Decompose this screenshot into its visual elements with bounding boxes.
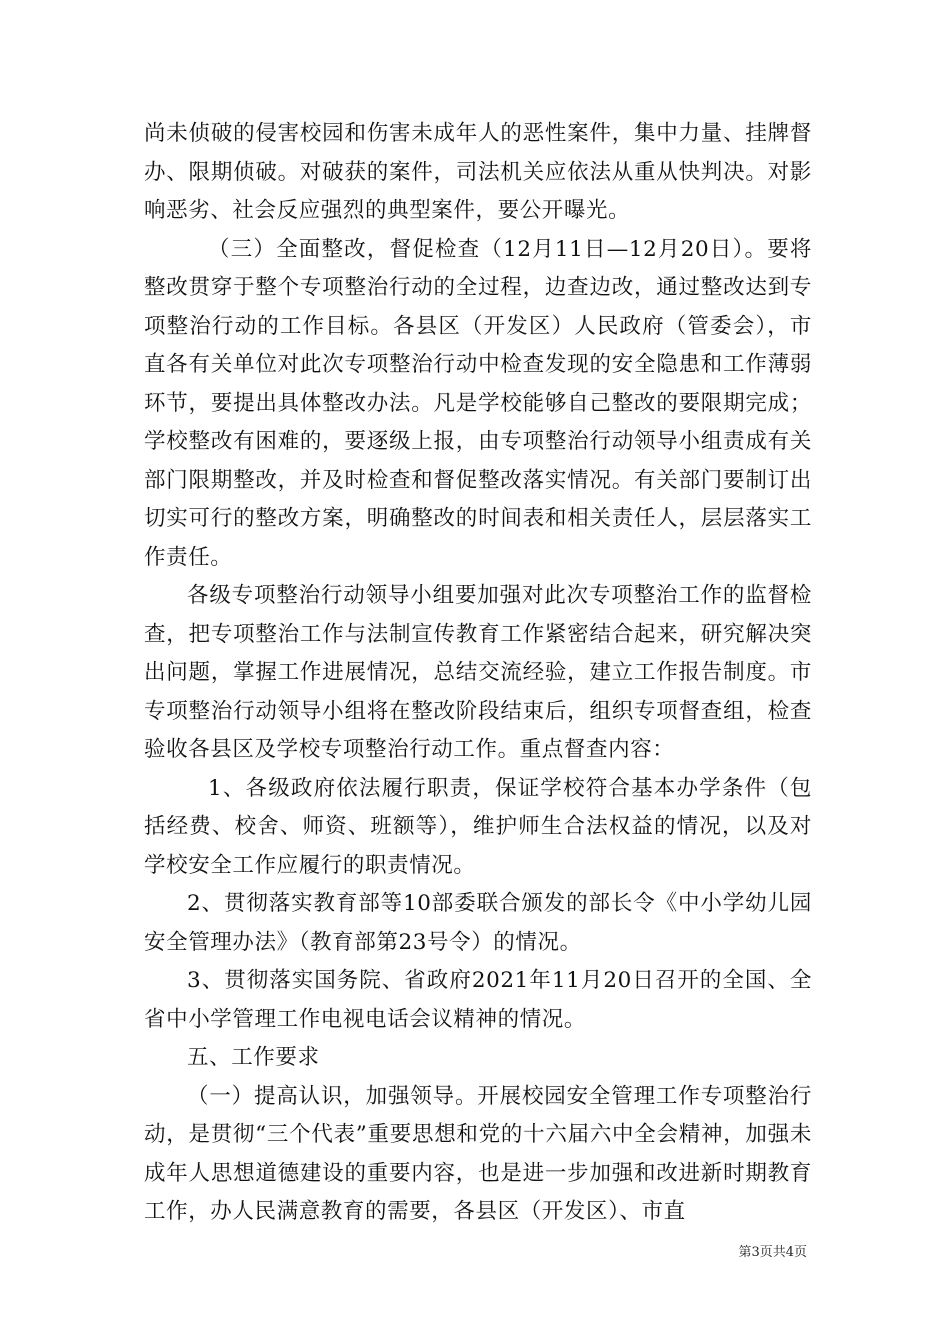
paragraph-item-3: 3、贯彻落实国务院、省政府2021年11月20日召开的全国、全省中小学管理工作电视电话会议精神的情况。: [144, 968, 812, 1032]
paragraph-item-1: 1、各级政府依法履行职责，保证学校符合基本办学条件（包括经费、校舍、师资、班额等），维护师生合法权益的情况，以及对学校安全工作应履行的职责情况。: [144, 775, 812, 878]
page-number-footer: 第3页共4页: [738, 1245, 807, 1260]
paragraph-supervision: 各级专项整治行动领导小组要加强对此次专项整治工作的监督检查，把专项整治工作与法制宣传教育工作紧密结合起来，研究解决突出问题，掌握工作进展情况，总结交流经验，建立工作报告制度。市专项整治行动领导小组将在整改阶段结束后，组织专项督查组，检查验收各县区及学校专项整治行动工作。重点督查内容：: [144, 583, 812, 762]
paragraph-item-2: 2、贯彻落实教育部等10部委联合颁发的部长令《中小学幼儿园安全管理办法》（教育部第23号令）的情况。: [144, 891, 812, 955]
paragraph-raise-awareness: （一）提高认识，加强领导。开展校园安全管理工作专项整治行动，是贯彻“三个代表”重要思想和党的十六届六中全会精神，加强未成年人思想道德建设的重要内容，也是进一步加强和改进新时期教育工作，办人民满意教育的需要，各县区（开发区）、市直: [144, 1083, 812, 1224]
document-body: [144, 115, 812, 1232]
paragraph-rectification: （三）全面整改，督促检查（12月11日—12月20日）。要将整改贯穿于整个专项整治行动的全过程，边查边改，通过整改达到专项整治行动的工作目标。各县区（开发区）人民政府（管委会），市直各有关单位对此次专项整治行动中检查发现的安全隐患和工作薄弱环节，要提出具体整改办法。凡是学校能够自己整改的要限期完成；学校整改有困难的，要逐级上报，由专项整治行动领导小组责成有关部门限期整改，并及时检查和督促整改落实情况。有关部门要制订出切实可行的整改方案，明确整改的时间表和相关责任人，层层落实工作责任。: [144, 236, 812, 570]
section-heading-work-requirements: 五、工作要求: [187, 1045, 320, 1070]
paragraph-case-handling: 尚未侦破的侵害校园和伤害未成年人的恶性案件，集中力量、挂牌督办、限期侦破。对破获的案件，司法机关应依法从重从快判决。对影响恶劣、社会反应强烈的典型案件，要公开曝光。: [144, 121, 812, 223]
